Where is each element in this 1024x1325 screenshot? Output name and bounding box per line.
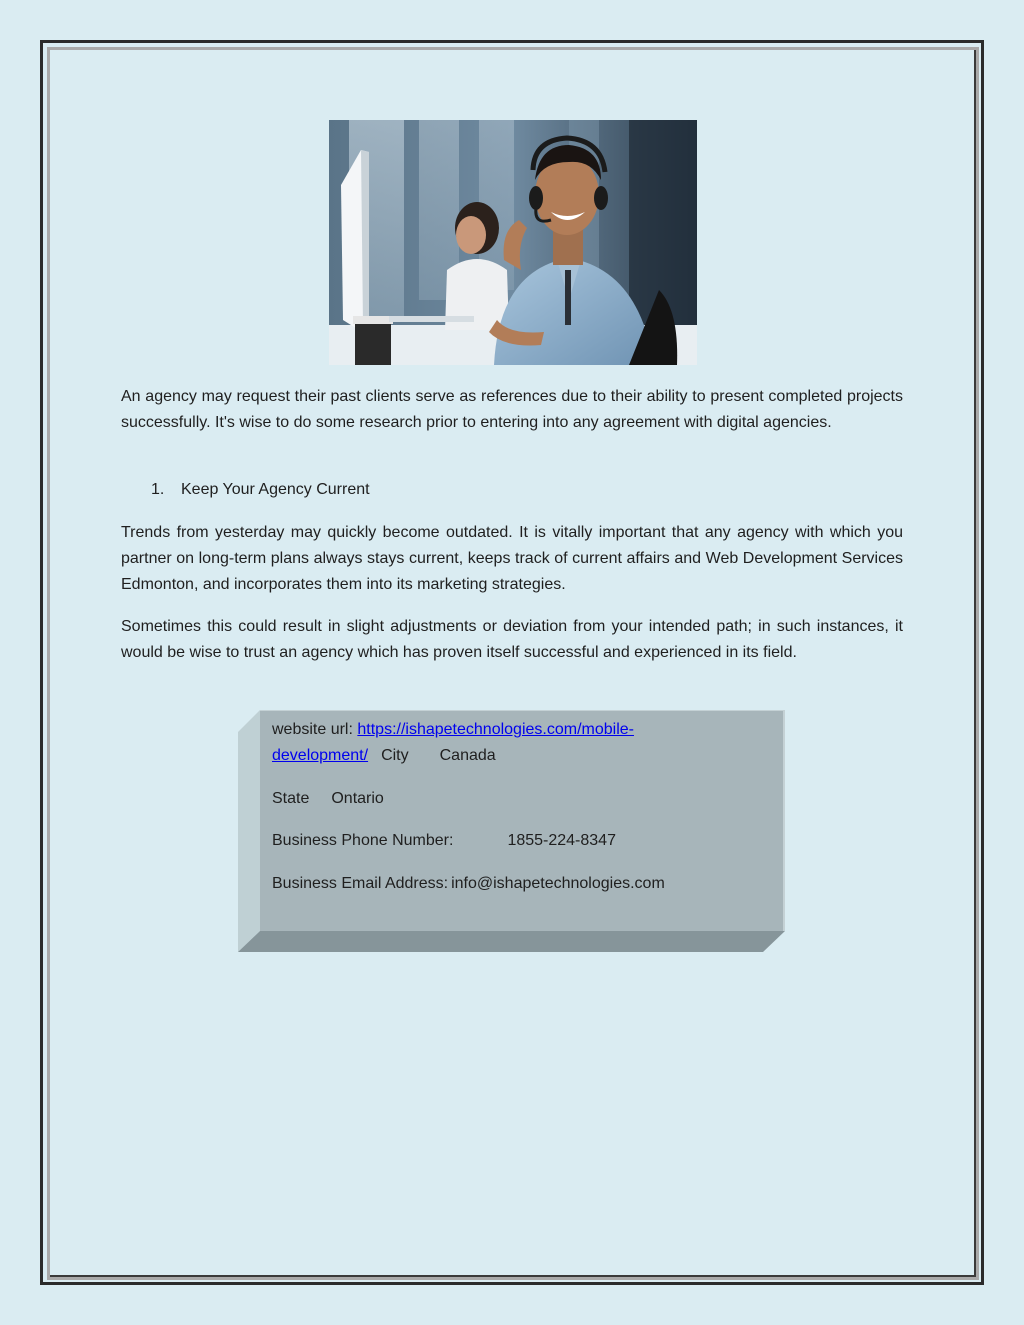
website-row — [272, 717, 634, 743]
email-value: info@ishapetechnologies.com — [451, 875, 665, 892]
email-label: Business Email Address: — [272, 875, 449, 892]
state-value: Ontario — [331, 790, 384, 807]
city-value: Canada — [439, 747, 496, 764]
website-link-part1[interactable]: https://ishapetechnologies.com/mobile- — [357, 721, 634, 738]
city-row — [272, 743, 496, 769]
contact-info-box — [238, 710, 785, 952]
email-row — [272, 871, 665, 897]
paragraph-references: An agency may request their past clients serve as references due to their ability to present completed projects successfully. It's wise to do some research prior to entering into any agreement with digital agencies. — [121, 388, 903, 431]
city-label: City — [381, 747, 409, 764]
paragraph-trends: Trends from yesterday may quickly become outdated. It is vitally important that any agency with which you partner on long-term plans always stays current, keeps track of current affairs and Web Development Services Edmonton, and incorporates them into its marketing strategies. — [121, 524, 903, 593]
phone-label: Business Phone Number: — [272, 832, 454, 849]
list-item-keep-current — [151, 477, 370, 503]
state-row — [272, 786, 384, 812]
phone-value: 1855-224-8347 — [507, 832, 616, 849]
paragraph-adjustments: Sometimes this could result in slight adjustments or deviation from your intended path; in such instances, it would be wise to trust an agency which has proven itself successful and experienced in its field. — [121, 618, 903, 661]
website-link-part2[interactable]: development/ — [272, 747, 369, 764]
support-agent-photo — [329, 120, 697, 365]
list-heading: Keep Your Agency Current — [181, 481, 370, 498]
list-number: 1. — [151, 481, 165, 498]
state-label: State — [272, 790, 310, 807]
website-label: website url: — [272, 721, 353, 738]
phone-row — [272, 828, 616, 854]
